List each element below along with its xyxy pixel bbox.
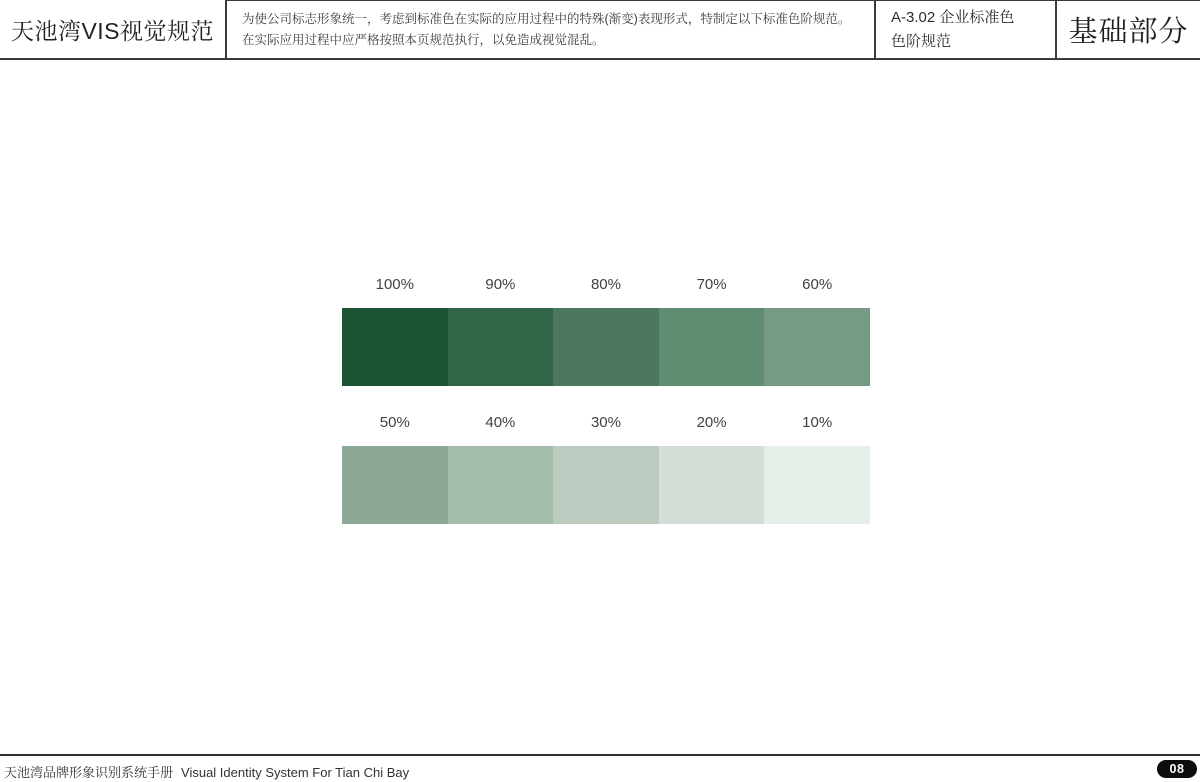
page-header xyxy=(0,0,1200,60)
swatch-percentage-label: 50% xyxy=(379,414,410,431)
footer-content xyxy=(0,756,1200,782)
spec-description-box xyxy=(227,0,876,58)
swatch-percentage-label: 100% xyxy=(375,276,414,293)
section-code-line2: 色阶规范 xyxy=(891,32,952,50)
swatch-percentage-label: 20% xyxy=(696,414,727,431)
color-swatch xyxy=(448,308,554,386)
color-swatch xyxy=(659,308,765,386)
swatch-label-row xyxy=(342,414,870,432)
section-code-box xyxy=(876,0,1057,58)
color-swatch xyxy=(342,308,448,386)
page-footer xyxy=(0,754,1200,782)
swatch-percentage-label: 40% xyxy=(485,414,516,431)
swatch-label-row xyxy=(342,276,870,294)
swatch-percentage-label: 70% xyxy=(696,276,727,293)
spec-description-text: 为使公司标志形象统一，考虑到标准色在实际的应用过程中的特殊(渐变)表现形式，特制定以下标准色阶规范。在实际应用过程中应严格按照本页规范执行，以免造成视觉混乱。 xyxy=(242,12,851,47)
color-swatch xyxy=(659,446,765,524)
color-scale xyxy=(342,276,870,552)
color-swatch xyxy=(764,446,870,524)
section-code-line1: A-3.02 企业标准色 xyxy=(891,9,1015,27)
page-number-badge: 08 xyxy=(1157,760,1197,778)
swatch-percentage-label: 10% xyxy=(802,414,833,431)
manual-title xyxy=(0,0,227,58)
color-swatch xyxy=(448,446,554,524)
swatch-percentage-label: 80% xyxy=(590,276,621,293)
color-swatch xyxy=(764,308,870,386)
swatch-band xyxy=(342,308,870,386)
swatch-percentage-label: 30% xyxy=(590,414,621,431)
color-swatch xyxy=(342,446,448,524)
footer-title-en: Visual Identity System For Tian Chi Bay xyxy=(181,765,410,780)
color-swatch xyxy=(553,308,659,386)
swatch-percentage-label: 90% xyxy=(485,276,516,293)
section-name-text: 基础部分 xyxy=(1068,16,1189,48)
section-name-box xyxy=(1057,0,1200,58)
color-swatch xyxy=(553,446,659,524)
swatch-percentage-label: 60% xyxy=(802,276,833,293)
footer-title-cn: 天池湾品牌形象识别系统手册 xyxy=(4,765,174,780)
swatch-band xyxy=(342,446,870,524)
manual-title-text: 天池湾VIS视觉规范 xyxy=(10,17,215,44)
